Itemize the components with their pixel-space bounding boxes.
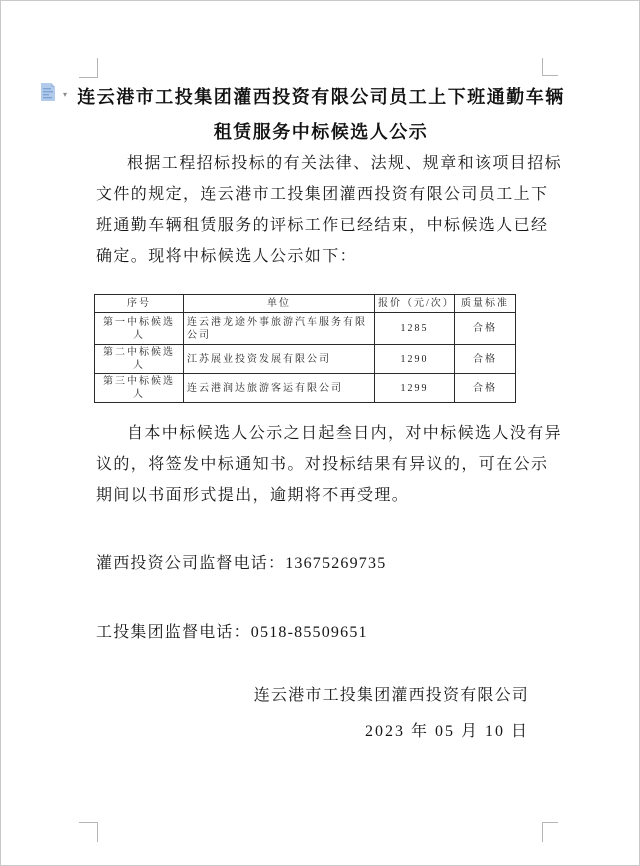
- cell-unit: 连云港龙途外事旅游汽车服务有限公司: [184, 313, 375, 345]
- header-quality: 质量标准: [455, 295, 516, 313]
- cell-quality: 合格: [455, 374, 516, 403]
- dropdown-arrow-icon[interactable]: ▾: [63, 89, 68, 99]
- guanxi-supervision-phone: 灌西投资公司监督电话：13675269735: [96, 555, 387, 572]
- cell-seq: 第一中标候选人: [95, 313, 184, 345]
- crop-mark-top-right: [542, 58, 558, 76]
- gongtou-supervision-phone: 工投集团监督电话：0518-85509651: [96, 624, 368, 641]
- bid-candidates-table: [94, 294, 516, 403]
- title-line-2: 租赁服务中标候选人公示: [213, 122, 429, 142]
- table-row: [95, 345, 516, 374]
- cell-seq: 第三中标候选人: [95, 374, 184, 403]
- header-unit: 单位: [184, 295, 375, 313]
- cell-price: 1285: [375, 313, 455, 345]
- cell-quality: 合格: [455, 345, 516, 374]
- notice-line: 期间以书面形式提出，逾期将不再受理。: [96, 487, 410, 504]
- crop-mark-top-left: [79, 58, 98, 78]
- crop-mark-bottom-left: [79, 822, 98, 842]
- notice-line: 议的，将签发中标通知书。对投标结果有异议的，可在公示: [96, 456, 549, 473]
- table-header-row: [95, 295, 516, 313]
- table-row: [95, 374, 516, 403]
- paste-document-icon: [40, 83, 56, 106]
- notice-line: 自本中标候选人公示之日起叁日内，对中标候选人没有异: [127, 425, 563, 442]
- intro-paragraph: [96, 148, 563, 272]
- intro-line: 文件的规定，连云港市工投集团灌西投资有限公司员工上下: [96, 186, 549, 203]
- cell-price: 1299: [375, 374, 455, 403]
- signature-date: 2023 年 05 月 10 日: [364, 723, 529, 740]
- cell-unit: 连云港润达旅游客运有限公司: [184, 374, 375, 403]
- signature-company: 连云港市工投集团灌西投资有限公司: [253, 687, 529, 704]
- cell-price: 1290: [375, 345, 455, 374]
- document-title: [61, 80, 581, 150]
- table-row: [95, 313, 516, 345]
- intro-line: 根据工程招标投标的有关法律、法规、规章和该项目招标: [127, 155, 563, 172]
- header-price: 报价（元/次）: [375, 295, 455, 313]
- cell-seq: 第二中标候选人: [95, 345, 184, 374]
- crop-mark-bottom-right: [542, 822, 558, 842]
- intro-line: 班通勤车辆租赁服务的评标工作已经结束，中标候选人已经: [96, 217, 549, 234]
- cell-unit: 江苏展业投资发展有限公司: [184, 345, 375, 374]
- title-line-1: 连云港市工投集团灌西投资有限公司员工上下班通勤车辆: [77, 87, 565, 107]
- header-seq: 序号: [95, 295, 184, 313]
- cell-quality: 合格: [455, 313, 516, 345]
- notice-paragraph: [96, 418, 563, 511]
- intro-line: 确定。现将中标候选人公示如下：: [96, 248, 358, 265]
